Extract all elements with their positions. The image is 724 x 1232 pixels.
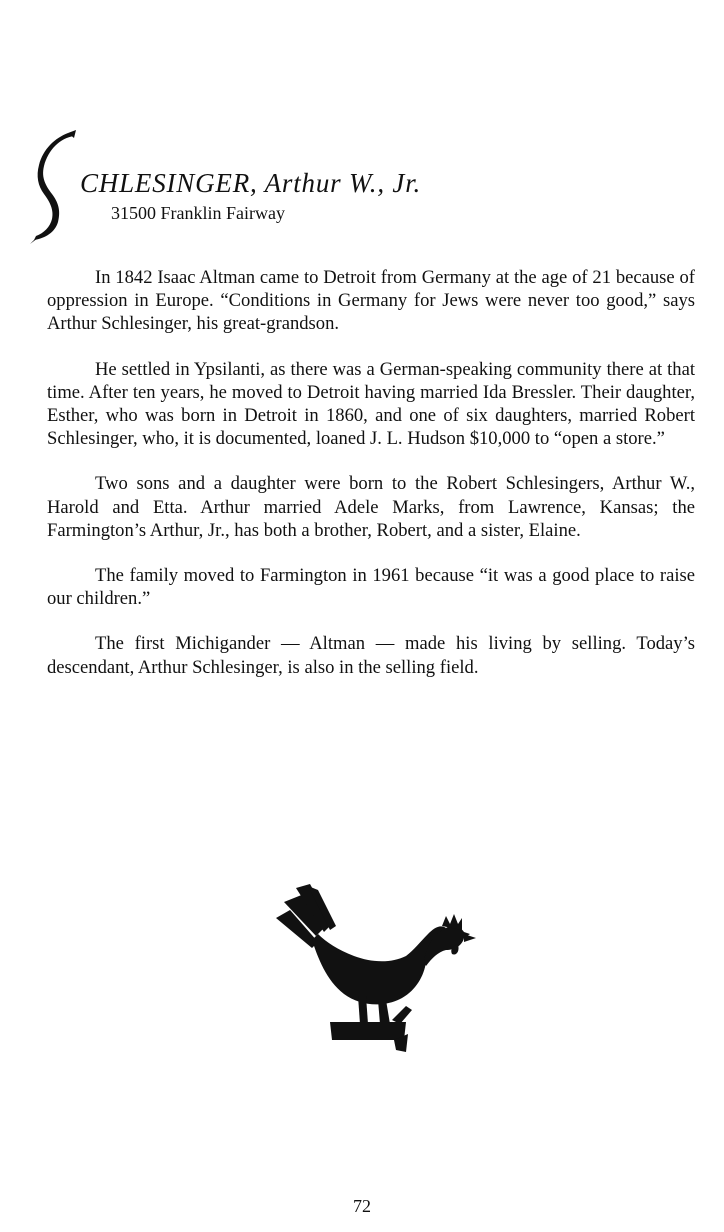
article-body [47, 266, 695, 701]
paragraph: In 1842 Isaac Altman came to Detroit from Germany at the age of 21 because of oppression in Europe. “Conditions in Germany for Jews were never too good,” says Arthur Schlesinger, his great-grandson. [47, 267, 695, 335]
paragraph: He settled in Ypsilanti, as there was a German-speaking community there at that time. After ten years, he moved to Detroit having married Ida Bressler. Their daughter, Esther, who was born in Detroit in 1860, and one of six daughters, married Robert Schlesinger, who, it is documented, loaned J. L. Hudson $10,000 to “open a store.” [47, 358, 695, 450]
drop-cap [30, 130, 80, 245]
page-number: 72 [353, 1196, 371, 1216]
paragraph: The family moved to Farmington in 1961 because “it was a good place to raise our children.” [47, 565, 695, 610]
entry-header [30, 130, 690, 240]
rooster-icon [274, 884, 476, 1052]
drop-cap-s-glyph [30, 130, 80, 245]
paragraph: Two sons and a daughter were born to the Robert Schlesingers, Arthur W., Harold and Etta. Arthur married Adele Marks, from Lawrence, Kansas; the Farmington’s Arthur, Jr., has both a brother, Robert, and a sister, Elaine. [47, 473, 695, 541]
rooster-illustration [274, 884, 476, 1052]
paragraph: The first Michigander — Altman — made his living by selling. Today’s descendant, Arthur Schlesinger, is also in the selling field. [47, 633, 695, 678]
entry-address: 31500 Franklin Fairway [111, 203, 285, 223]
entry-name: CHLESINGER, Arthur W., Jr. [80, 168, 422, 198]
